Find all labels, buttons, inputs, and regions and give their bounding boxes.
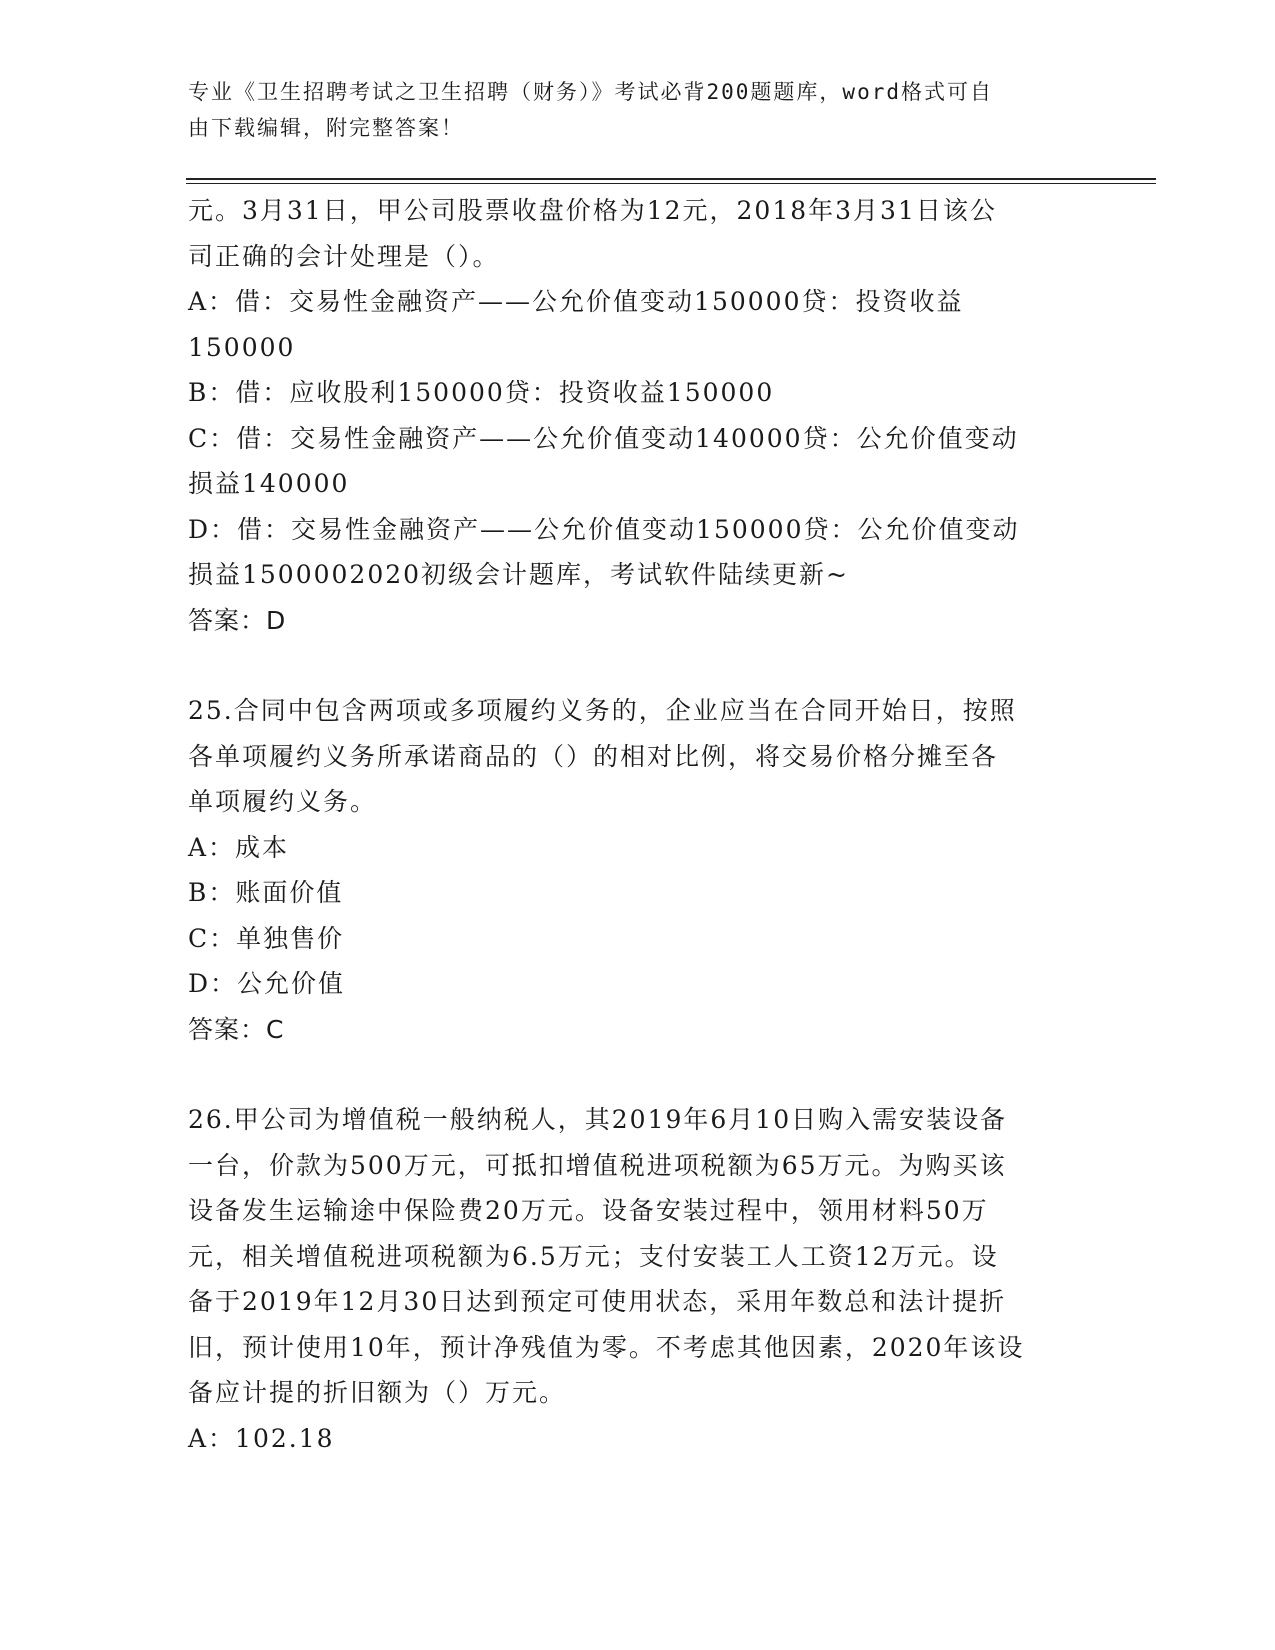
question-stem-line: 25.合同中包含两项或多项履约义务的，企业应当在合同开始日，按照 [188, 696, 1017, 725]
question-24 [188, 188, 1088, 643]
question-stem-line: 26.甲公司为增值税一般纳税人，其2019年6月10日购入需安装设备 [188, 1105, 1008, 1134]
header-line-2: 由下载编辑，附完整答案！ [188, 116, 464, 140]
option-b: B：账面价值 [188, 878, 344, 907]
option-d: D：借：交易性金融资产——公允价值变动150000贷：公允价值变动 [188, 514, 1020, 544]
question-stem-line: 元，相关增值税进项税额为6.5万元；支付安装工人工资12万元。设 [188, 1241, 999, 1271]
header-line-1: 专业《卫生招聘考试之卫生招聘（财务）》考试必背200题题库，word格式可自 [188, 80, 993, 104]
question-stem-line: 备于2019年12月30日达到预定可使用状态，采用年数总和法计提折 [188, 1287, 1007, 1316]
option-a: A：102.18 [188, 1423, 335, 1453]
question-stem-line: 各单项履约义务所承诺商品的（）的相对比例，将交易价格分摊至各 [188, 741, 999, 771]
question-stem-line: 元。3月31日，甲公司股票收盘价格为12元，2018年3月31日该公 [188, 196, 997, 225]
question-25 [188, 688, 1088, 1052]
question-stem-line: 司正确的会计处理是（）。 [188, 241, 500, 271]
document-header [188, 74, 1068, 146]
header-rule-thick [186, 178, 1156, 180]
option-c: C：借：交易性金融资产——公允价值变动140000贷：公允价值变动 [188, 423, 1019, 453]
option-d: D：公允价值 [188, 969, 346, 998]
answer-label: 答案：C [188, 1014, 285, 1044]
option-c: C：单独售价 [188, 923, 345, 953]
option-b: B：借：应收股利150000贷：投资收益150000 [188, 378, 775, 407]
question-26 [188, 1097, 1088, 1461]
question-spacer [188, 1052, 1088, 1097]
document-body [188, 188, 1088, 1461]
question-stem-line: 设备发生运输途中保险费20万元。设备安装过程中，领用材料50万 [188, 1196, 989, 1225]
header-rule-thin [186, 183, 1156, 184]
option-a-cont: 150000 [188, 332, 296, 362]
question-spacer [188, 643, 1088, 688]
option-d-cont: 损益1500002020初级会计题库，考试软件陆续更新~ [188, 560, 850, 589]
question-stem-line: 旧，预计使用10年，预计净残值为零。不考虑其他因素，2020年该设 [188, 1332, 1025, 1362]
question-stem-line: 单项履约义务。 [188, 787, 378, 816]
question-stem-line: 一台，价款为500万元，可抵扣增值税进项税额为65万元。为购买该 [188, 1150, 1007, 1180]
question-stem-line: 备应计提的折旧额为（）万元。 [188, 1378, 567, 1407]
option-a: A：成本 [188, 832, 290, 862]
option-a: A：借：交易性金融资产——公允价值变动150000贷：投资收益 [188, 287, 964, 316]
answer-label: 答案：D [188, 605, 287, 635]
option-c-cont: 损益140000 [188, 469, 350, 498]
